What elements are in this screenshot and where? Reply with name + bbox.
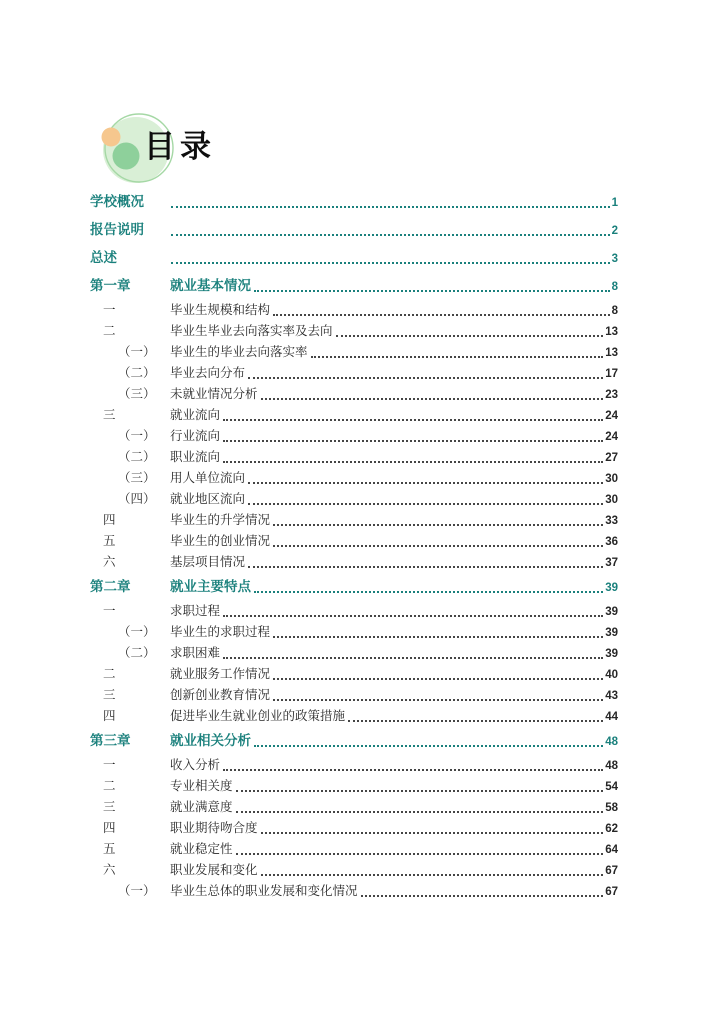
toc-entry-title: 毕业生规模和结构 (170, 303, 271, 317)
toc-entry-label: 二 (103, 324, 116, 338)
toc-entry-label: 第一章 (90, 278, 131, 293)
toc-entry-label: （二） (118, 450, 156, 464)
toc-entry-label: 五 (103, 842, 116, 856)
toc-entry-page: 24 (605, 431, 618, 443)
toc-entry-page: 39 (605, 606, 618, 618)
toc-entry[interactable] (90, 881, 618, 902)
dot-leader (223, 769, 603, 771)
toc-entry-label: 六 (103, 555, 116, 569)
toc-entry-label: 一 (103, 604, 116, 618)
toc-entry[interactable] (90, 860, 618, 881)
dot-leader (273, 636, 603, 638)
toc-entry-page: 24 (605, 410, 618, 422)
toc-entry-page: 39 (605, 582, 618, 594)
toc-entry[interactable] (90, 601, 618, 622)
toc-entry-page: 36 (605, 536, 618, 548)
dot-leader (248, 377, 603, 379)
toc-entry-page: 8 (611, 281, 618, 293)
toc-entry-title: 毕业生总体的职业发展和变化情况 (170, 884, 358, 898)
toc-entry-title: 毕业生毕业去向落实率及去向 (170, 324, 333, 338)
toc-entry-page: 2 (611, 225, 618, 237)
dot-leader (273, 545, 603, 547)
toc-entry-page: 48 (605, 736, 618, 748)
dot-leader (261, 398, 604, 400)
toc-entry-title: 用人单位流向 (170, 471, 246, 485)
toc-entry-page: 33 (605, 515, 618, 527)
toc-entry-label: （一） (118, 625, 156, 639)
toc-entry-page: 3 (611, 253, 618, 265)
toc-entry-title: 毕业去向分布 (170, 366, 246, 380)
toc-entry[interactable] (90, 426, 618, 447)
toc-entry[interactable] (90, 706, 618, 727)
toc-entry-page: 30 (605, 494, 618, 506)
dot-leader (273, 524, 603, 526)
toc-entry[interactable] (90, 363, 618, 384)
dot-leader (348, 720, 603, 722)
toc-entry-page: 30 (605, 473, 618, 485)
toc-entry-page: 48 (605, 760, 618, 772)
toc-entry[interactable] (90, 342, 618, 363)
toc-entry[interactable] (90, 468, 618, 489)
toc-entry-label: （一） (118, 345, 156, 359)
decor-circle-green (113, 143, 140, 170)
dot-leader (223, 461, 603, 463)
toc-entry-page: 17 (605, 368, 618, 380)
toc-entry-page: 23 (605, 389, 618, 401)
dot-leader (171, 262, 610, 264)
dot-leader (236, 790, 604, 792)
toc-entry[interactable] (90, 489, 618, 510)
toc-entry-title: 职业流向 (170, 450, 221, 464)
dot-leader (254, 745, 603, 747)
toc-entry-page: 39 (605, 627, 618, 639)
toc-entry[interactable] (90, 510, 618, 531)
toc-entry-label: 三 (103, 800, 116, 814)
dot-leader (254, 290, 610, 292)
toc-entry-title: 毕业生的毕业去向落实率 (170, 345, 308, 359)
toc-entry[interactable] (90, 247, 618, 269)
toc-entry[interactable] (90, 576, 618, 598)
toc-entry-page: 64 (605, 844, 618, 856)
toc-entry[interactable] (90, 384, 618, 405)
toc-entry-title: 就业满意度 (170, 800, 233, 814)
dot-leader (248, 566, 603, 568)
toc-entry-label: 五 (103, 534, 116, 548)
toc-entry[interactable] (90, 755, 618, 776)
page-title: 目录 (144, 129, 216, 164)
toc-entry-label: （一） (118, 429, 156, 443)
toc-entry-title: 就业服务工作情况 (170, 667, 271, 681)
toc-entry-label: 学校概况 (90, 194, 144, 209)
toc-entry-title: 专业相关度 (170, 779, 233, 793)
toc-entry[interactable] (90, 839, 618, 860)
dot-leader (223, 440, 603, 442)
toc-entry-label: （二） (118, 646, 156, 660)
toc-entry-title: 行业流向 (170, 429, 221, 443)
toc-entry-page: 67 (605, 886, 618, 898)
dot-leader (261, 874, 604, 876)
dot-leader (171, 234, 610, 236)
toc-entry[interactable] (90, 531, 618, 552)
toc-entry-title: 就业地区流向 (170, 492, 246, 506)
toc-entry-page: 43 (605, 690, 618, 702)
toc-entry-title: 未就业情况分析 (170, 387, 258, 401)
toc-entry-label: 一 (103, 303, 116, 317)
toc-entry-title: 职业发展和变化 (170, 863, 258, 877)
dot-leader (171, 206, 610, 208)
toc-entry-title: 职业期待吻合度 (170, 821, 258, 835)
dot-leader (236, 811, 604, 813)
toc-entry-label: 第三章 (90, 733, 131, 748)
toc-entry-page: 1 (611, 197, 618, 209)
toc-entry-title: 求职困难 (170, 646, 221, 660)
toc-entry-page: 54 (605, 781, 618, 793)
toc-entry-label: （四） (118, 492, 156, 506)
toc-entry-page: 13 (605, 326, 618, 338)
toc-entry-label: 总述 (90, 250, 117, 265)
toc-entry-title: 就业稳定性 (170, 842, 233, 856)
toc-entry-page: 39 (605, 648, 618, 660)
toc-entry-title: 求职过程 (170, 604, 221, 618)
toc-entry-title: 就业流向 (170, 408, 221, 422)
toc-entry-page: 37 (605, 557, 618, 569)
toc-entry-page: 58 (605, 802, 618, 814)
toc-entry[interactable] (90, 797, 618, 818)
toc-entry-title: 收入分析 (170, 758, 221, 772)
dot-leader (223, 419, 603, 421)
toc-entry-label: （三） (118, 387, 156, 401)
toc-entry-label: 二 (103, 779, 116, 793)
toc-entry-title: 促进毕业生就业创业的政策措施 (170, 709, 346, 723)
toc-entry[interactable] (90, 219, 618, 241)
toc-entry[interactable] (90, 730, 618, 752)
dot-leader (223, 657, 603, 659)
toc-entry[interactable] (90, 300, 618, 321)
toc-entry-title: 毕业生的创业情况 (170, 534, 271, 548)
dot-leader (336, 335, 604, 337)
toc-entry-page: 13 (605, 347, 618, 359)
toc-entry-page: 27 (605, 452, 618, 464)
toc-entry-label: 六 (103, 863, 116, 877)
toc-entry-label: 报告说明 (90, 222, 144, 237)
dot-leader (261, 832, 604, 834)
toc-entry-title: 基层项目情况 (170, 555, 246, 569)
dot-leader (361, 895, 604, 897)
toc-entry-title: 就业基本情况 (170, 278, 251, 293)
toc-entry-title: 毕业生的求职过程 (170, 625, 271, 639)
toc-entry-title: 就业主要特点 (170, 579, 251, 594)
toc-entry[interactable] (90, 405, 618, 426)
toc-entry-title: 创新创业教育情况 (170, 688, 271, 702)
dot-leader (311, 356, 604, 358)
toc-entry-title: 毕业生的升学情况 (170, 513, 271, 527)
dot-leader (273, 314, 610, 316)
toc-entry-title: 就业相关分析 (170, 733, 251, 748)
toc-entry[interactable] (90, 275, 618, 297)
toc-entry[interactable] (90, 191, 618, 213)
toc-entry-label: 第二章 (90, 579, 131, 594)
dot-leader (223, 615, 603, 617)
toc-entry-page: 62 (605, 823, 618, 835)
toc-entry-label: 四 (103, 709, 116, 723)
toc-entry-page: 44 (605, 711, 618, 723)
dot-leader (248, 482, 603, 484)
toc-entry[interactable] (90, 685, 618, 706)
toc-entry-label: （二） (118, 366, 156, 380)
toc-entry-label: 四 (103, 513, 116, 527)
toc-entry-label: 二 (103, 667, 116, 681)
toc-entry-label: 一 (103, 758, 116, 772)
toc-entry[interactable] (90, 447, 618, 468)
toc-entry[interactable] (90, 321, 618, 342)
table-of-contents (90, 188, 618, 902)
decor-circle-orange (102, 128, 121, 147)
toc-entry[interactable] (90, 552, 618, 573)
toc-entry-page: 67 (605, 865, 618, 877)
toc-entry[interactable] (90, 643, 618, 664)
toc-entry-label: 三 (103, 688, 116, 702)
dot-leader (273, 678, 603, 680)
toc-entry[interactable] (90, 818, 618, 839)
toc-entry-page: 8 (611, 305, 618, 317)
toc-entry-label: （三） (118, 471, 156, 485)
dot-leader (248, 503, 603, 505)
toc-entry[interactable] (90, 622, 618, 643)
toc-entry-page: 40 (605, 669, 618, 681)
toc-entry-label: 三 (103, 408, 116, 422)
toc-entry[interactable] (90, 776, 618, 797)
toc-entry[interactable] (90, 664, 618, 685)
toc-entry-label: （一） (118, 884, 156, 898)
toc-entry-label: 四 (103, 821, 116, 835)
dot-leader (236, 853, 604, 855)
dot-leader (273, 699, 603, 701)
dot-leader (254, 591, 603, 593)
